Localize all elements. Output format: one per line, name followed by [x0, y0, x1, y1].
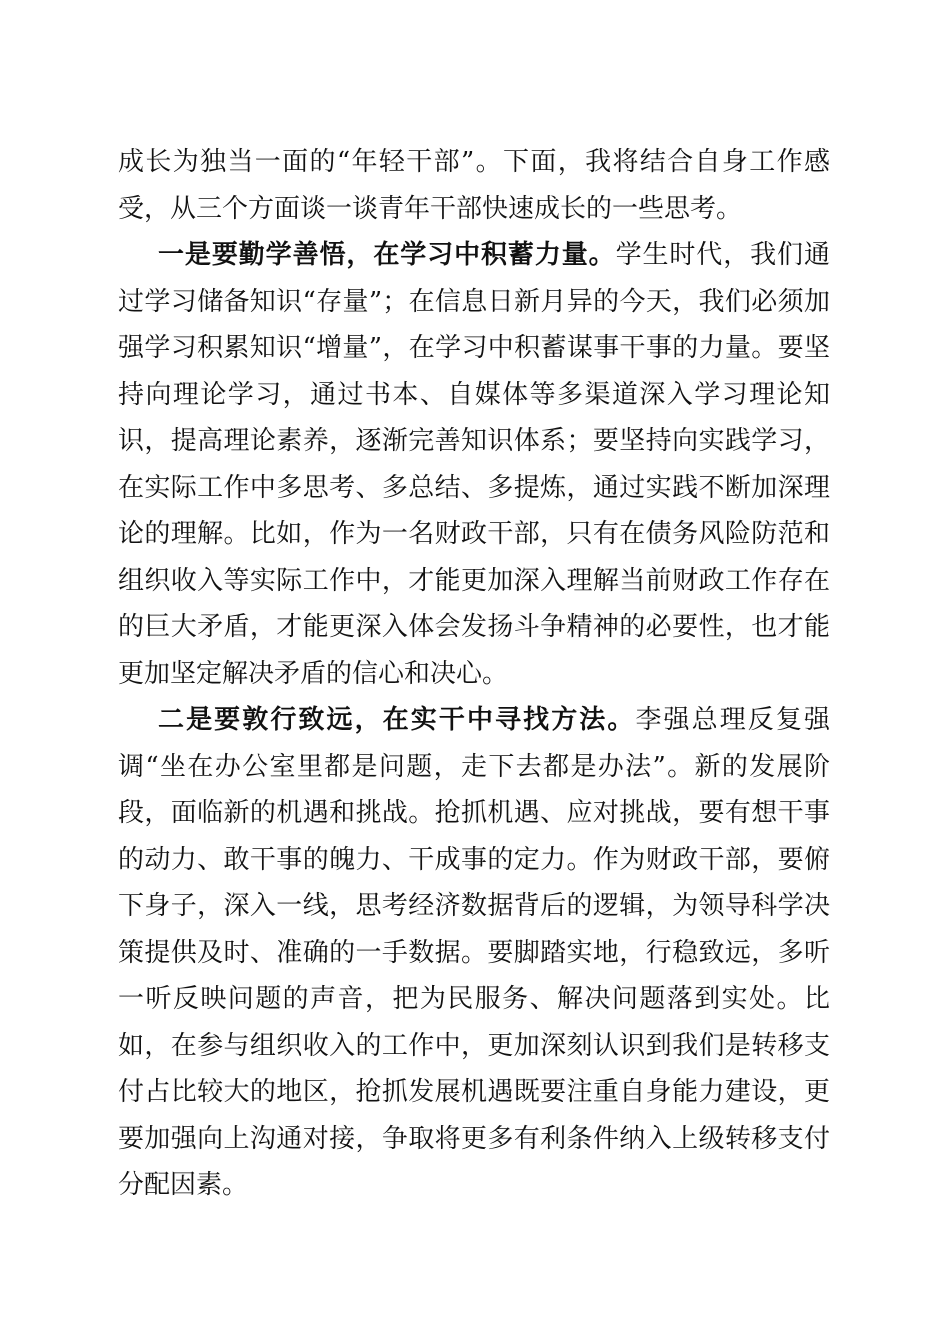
paragraph-point-one-text: 学生时代，我们通过学习储备知识“存量”；在信息日新月异的今天，我们必须加强学习积累知识“增量”，在学习中积蓄谋事干事的力量。要坚持向理论学习，通过书本、自媒体等多渠道深入学习理论知识，提高理论素养，逐渐完善知识体系；要坚持向实践学习，在实际工作中多思考、多总结、多提炼，通过实践不断加深理论的理解。比如，作为一名财政干部，只有在债务风险防范和组织收入等实际工作中，才能更加深入理解当前财政工作存在的巨大矛盾，才能更深入体会发扬斗争精神的必要性，也才能更加坚定解决矛盾的信心和决心。 [118, 240, 830, 689]
paragraph-point-two-text: 李强总理反复强调“坐在办公室里都是问题，走下去都是办法”。新的发展阶段，面临新的机遇和挑战。抢抓机遇、应对挑战，要有想干事的动力、敢干事的魄力、干成事的定力。作为财政干部，要俯下身子，深入一线，思考经济数据背后的逻辑，为领导科学决策提供及时、准确的一手数据。要脚踏实地，行稳致远，多听一听反映问题的声音，把为民服务、解决问题落到实处。比如，在参与组织收入的工作中，更加深刻认识到我们是转移支付占比较大的地区，抢抓发展机遇既要注重自身能力建设，更要加强向上沟通对接，争取将更多有利条件纳入上级转移支付分配因素。 [118, 705, 830, 1200]
paragraph-point-one [118, 232, 830, 697]
paragraph-point-two [118, 697, 830, 1209]
paragraph-point-one-heading: 一是要勤学善悟，在学习中积蓄力量。 [158, 240, 616, 270]
paragraph-intro [118, 139, 830, 232]
paragraph-point-two-heading: 二是要敦行致远，在实干中寻找方法。 [158, 705, 636, 735]
document-page [118, 139, 830, 1209]
paragraph-intro-text: 成长为独当一面的“年轻干部”。下面，我将结合自身工作感受，从三个方面谈一谈青年干部快速成长的一些思考。 [118, 147, 830, 224]
